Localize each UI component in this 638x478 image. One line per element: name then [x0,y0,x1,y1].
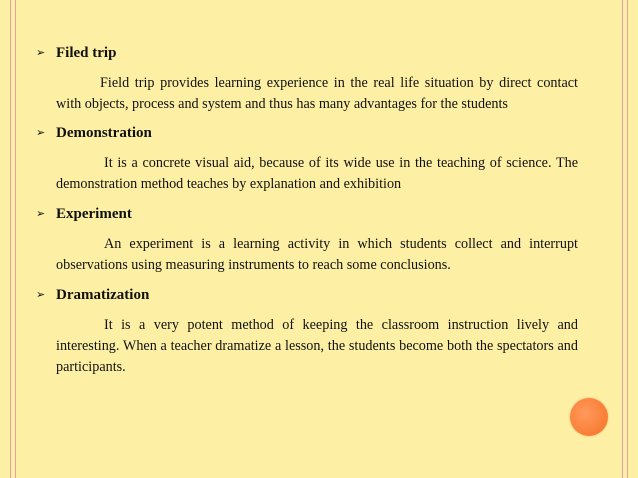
frame-line-right-outer [627,0,628,478]
list-item-demonstration [36,124,578,195]
item-description: It is a very potent method of keeping the classroom instruction lively and interesting. When a teacher dramatize a lesson, the students become both the spectators and participants. [56,317,578,375]
arrow-bullet-icon: ➢ [36,127,46,139]
list-item-heading-row [36,205,578,224]
list-item-experiment [36,205,578,276]
arrow-bullet-icon: ➢ [36,47,46,59]
list-item-heading-row [36,44,578,63]
list-item-heading-row [36,286,578,305]
frame-line-left-inner [15,0,16,478]
slide-content [36,44,578,390]
list-item-heading-row [36,124,578,143]
item-description: Field trip provides learning experience in the real life situation by direct contact with objects, process and system and thus has many advantages for the students [56,75,578,112]
list-item-dramatization [36,286,578,378]
item-heading: Filed trip [56,45,117,61]
arrow-bullet-icon: ➢ [36,289,46,301]
frame-line-right-inner [622,0,623,478]
item-heading: Demonstration [56,125,152,141]
frame-line-left-outer [10,0,11,478]
list-item-field-trip [36,44,578,115]
item-heading: Experiment [56,206,132,222]
orange-circle-decoration [570,398,608,436]
arrow-bullet-icon: ➢ [36,208,46,220]
item-heading: Dramatization [56,287,150,303]
item-description: It is a concrete visual aid, because of its wide use in the teaching of science. The demonstration method teaches by explanation and exhibition [56,155,578,192]
item-description: An experiment is a learning activity in which students collect and interrupt observations using measuring instruments to reach some conclusions. [56,236,578,273]
